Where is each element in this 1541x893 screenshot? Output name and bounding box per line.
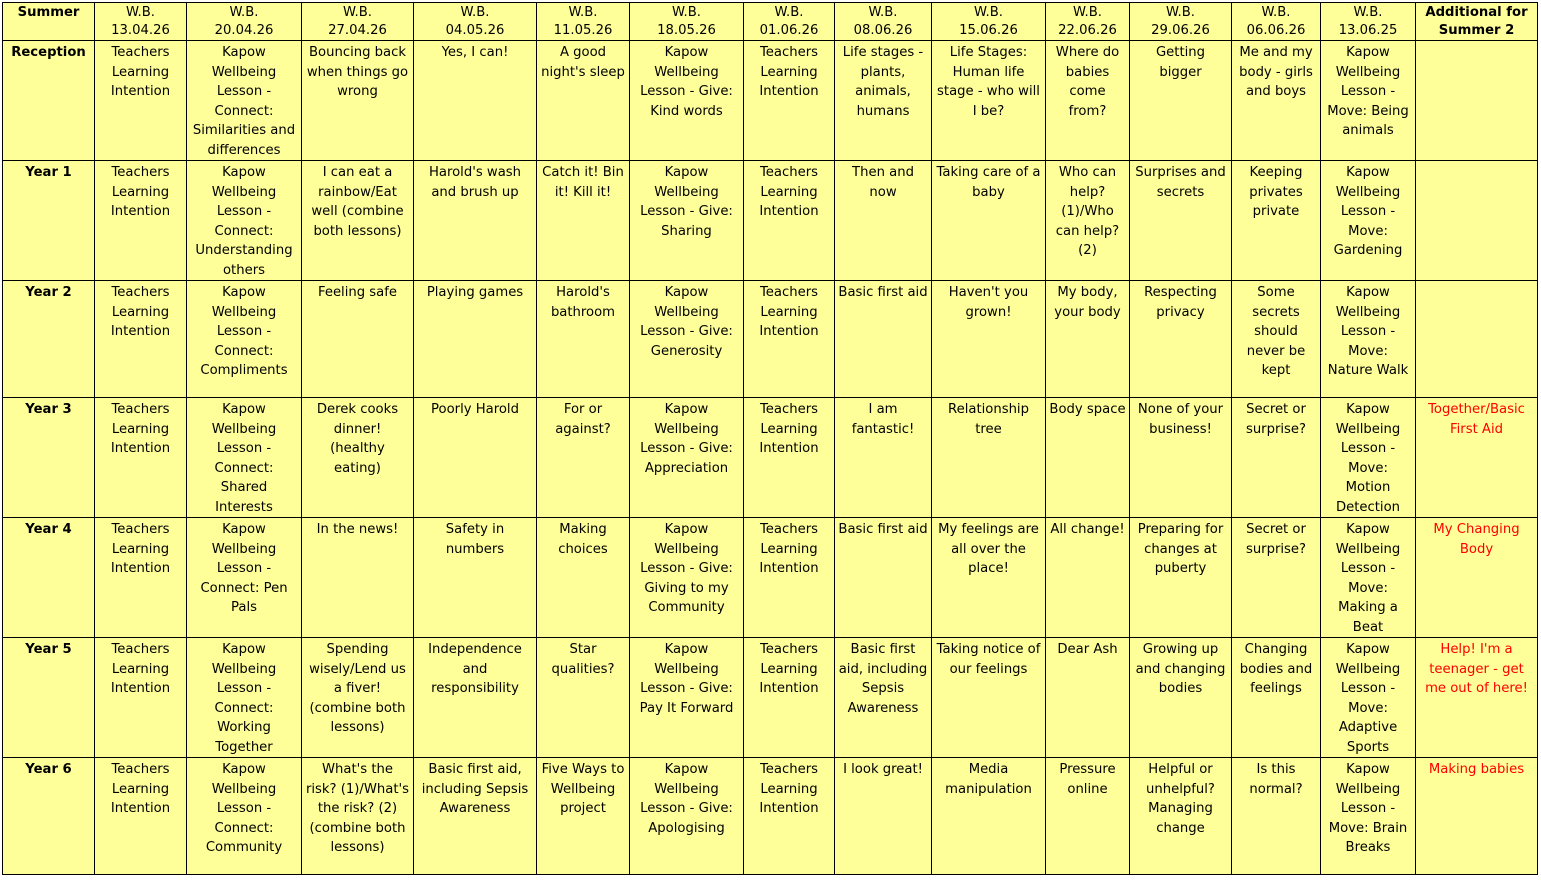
additional-cell	[1416, 281, 1538, 398]
lesson-cell: Secret or surprise?	[1232, 518, 1321, 638]
week-date: 08.06.26	[853, 23, 913, 38]
week-date: 06.06.26	[1246, 23, 1306, 38]
lesson-cell: Kapow Wellbeing Lesson - Move: Being animals	[1321, 41, 1416, 161]
lesson-cell: Changing bodies and feelings	[1232, 638, 1321, 758]
week-header	[187, 3, 302, 41]
lesson-cell: Kapow Wellbeing Lesson - Connect: Compliments	[187, 281, 302, 398]
lesson-cell: Teachers Learning Intention	[744, 161, 835, 281]
week-header	[1232, 3, 1321, 41]
lesson-cell: Kapow Wellbeing Lesson - Give: Apologising	[630, 758, 744, 875]
week-date: 04.05.26	[445, 23, 505, 38]
lesson-cell: Yes, I can!	[414, 41, 537, 161]
week-date: 20.04.26	[214, 23, 274, 38]
additional-cell: Help! I'm a teenager - get me out of here!	[1416, 638, 1538, 758]
lesson-cell: Haven't you grown!	[932, 281, 1046, 398]
lesson-cell: Teachers Learning Intention	[95, 41, 187, 161]
week-date: 13.06.25	[1338, 23, 1398, 38]
lesson-cell: Kapow Wellbeing Lesson - Connect: Working Together	[187, 638, 302, 758]
week-header	[1321, 3, 1416, 41]
week-header	[95, 3, 187, 41]
additional-cell: Making babies	[1416, 758, 1538, 875]
lesson-cell: Kapow Wellbeing Lesson - Move: Making a Beat	[1321, 518, 1416, 638]
lesson-cell: Kapow Wellbeing Lesson - Give: Pay It Forward	[630, 638, 744, 758]
lesson-cell: Teachers Learning Intention	[744, 638, 835, 758]
lesson-cell: I look great!	[835, 758, 932, 875]
week-prefix: W.B.	[1353, 5, 1383, 20]
lesson-cell: Kapow Wellbeing Lesson - Give: Appreciation	[630, 398, 744, 518]
week-prefix: W.B.	[568, 5, 598, 20]
lesson-cell: Kapow Wellbeing Lesson - Move: Adaptive Sports	[1321, 638, 1416, 758]
lesson-cell: Keeping privates private	[1232, 161, 1321, 281]
week-date: 22.06.26	[1058, 23, 1117, 38]
lesson-cell: Star qualities?	[537, 638, 630, 758]
week-prefix: W.B.	[974, 5, 1003, 20]
lesson-cell: Teachers Learning Intention	[744, 398, 835, 518]
schedule-body	[3, 3, 1538, 875]
lesson-cell: Safety in numbers	[414, 518, 537, 638]
lesson-cell: Bouncing back when things go wrong	[302, 41, 414, 161]
lesson-cell: Preparing for changes at puberty	[1130, 518, 1232, 638]
lesson-cell: Dear Ash	[1046, 638, 1130, 758]
lesson-cell: Feeling safe	[302, 281, 414, 398]
lesson-cell: In the news!	[302, 518, 414, 638]
lesson-cell: Teachers Learning Intention	[95, 161, 187, 281]
lesson-cell: Life Stages: Human life stage - who will I be?	[932, 41, 1046, 161]
lesson-cell: Kapow Wellbeing Lesson - Move: Gardening	[1321, 161, 1416, 281]
year-row	[3, 518, 1538, 638]
lesson-cell: Harold's bathroom	[537, 281, 630, 398]
lesson-cell: Life stages - plants, animals, humans	[835, 41, 932, 161]
lesson-cell: My feelings are all over the place!	[932, 518, 1046, 638]
lesson-cell: Media manipulation	[932, 758, 1046, 875]
year-label: Reception	[3, 41, 95, 161]
week-date: 15.06.26	[959, 23, 1018, 38]
lesson-cell: Relationship tree	[932, 398, 1046, 518]
week-header	[537, 3, 630, 41]
lesson-cell: Derek cooks dinner! (healthy eating)	[302, 398, 414, 518]
lesson-cell: Where do babies come from?	[1046, 41, 1130, 161]
lesson-cell: Surprises and secrets	[1130, 161, 1232, 281]
lesson-cell: Kapow Wellbeing Lesson - Give: Sharing	[630, 161, 744, 281]
year-row	[3, 398, 1538, 518]
year-label: Year 2	[3, 281, 95, 398]
year-label: Year 3	[3, 398, 95, 518]
lesson-cell: Kapow Wellbeing Lesson - Move: Brain Breaks	[1321, 758, 1416, 875]
lesson-cell: Independence and responsibility	[414, 638, 537, 758]
lesson-cell: Kapow Wellbeing Lesson - Connect: Shared Interests	[187, 398, 302, 518]
week-header	[932, 3, 1046, 41]
lesson-cell: Growing up and changing bodies	[1130, 638, 1232, 758]
week-prefix: W.B.	[1073, 5, 1102, 20]
lesson-cell: Catch it! Bin it! Kill it!	[537, 161, 630, 281]
lesson-cell: Respecting privacy	[1130, 281, 1232, 398]
week-header	[302, 3, 414, 41]
lesson-cell: A good night's sleep	[537, 41, 630, 161]
lesson-cell: Five Ways to Wellbeing project	[537, 758, 630, 875]
year-label: Year 4	[3, 518, 95, 638]
lesson-cell: Kapow Wellbeing Lesson - Connect: Understanding others	[187, 161, 302, 281]
week-date: 13.04.26	[111, 23, 170, 38]
lesson-cell: None of your business!	[1130, 398, 1232, 518]
week-date: 29.06.26	[1151, 23, 1210, 38]
lesson-cell: Teachers Learning Intention	[95, 281, 187, 398]
week-prefix: W.B.	[774, 5, 804, 20]
lesson-cell: Me and my body - girls and boys	[1232, 41, 1321, 161]
header-row	[3, 3, 1538, 41]
lesson-cell: Playing games	[414, 281, 537, 398]
lesson-cell: Kapow Wellbeing Lesson - Give: Generosity	[630, 281, 744, 398]
lesson-cell: Teachers Learning Intention	[95, 638, 187, 758]
year-row	[3, 281, 1538, 398]
lesson-cell: Taking care of a baby	[932, 161, 1046, 281]
lesson-cell: Kapow Wellbeing Lesson - Move: Motion Detection	[1321, 398, 1416, 518]
lesson-cell: Who can help? (1)/Who can help? (2)	[1046, 161, 1130, 281]
schedule-wrapper	[2, 2, 1538, 875]
week-header	[1046, 3, 1130, 41]
lesson-cell: Secret or surprise?	[1232, 398, 1321, 518]
week-header	[1130, 3, 1232, 41]
lesson-cell: Kapow Wellbeing Lesson - Give: Kind words	[630, 41, 744, 161]
lesson-cell: Teachers Learning Intention	[95, 398, 187, 518]
week-prefix: W.B.	[672, 5, 701, 20]
lesson-cell: Kapow Wellbeing Lesson - Connect: Pen Pals	[187, 518, 302, 638]
additional-cell: Together/Basic First Aid	[1416, 398, 1538, 518]
lesson-cell: I can eat a rainbow/Eat well (combine both lessons)	[302, 161, 414, 281]
lesson-cell: Kapow Wellbeing Lesson - Connect: Community	[187, 758, 302, 875]
lesson-cell: Teachers Learning Intention	[744, 518, 835, 638]
lesson-cell: Poorly Harold	[414, 398, 537, 518]
year-label: Year 5	[3, 638, 95, 758]
lesson-cell: Teachers Learning Intention	[744, 758, 835, 875]
lesson-cell: Getting bigger	[1130, 41, 1232, 161]
lesson-cell: Basic first aid, including Sepsis Awareness	[414, 758, 537, 875]
lesson-cell: Teachers Learning Intention	[744, 41, 835, 161]
week-prefix: W.B.	[126, 5, 155, 20]
lesson-cell: Is this normal?	[1232, 758, 1321, 875]
lesson-cell: Spending wisely/Lend us a fiver! (combine both lessons)	[302, 638, 414, 758]
lesson-cell: Some secrets should never be kept	[1232, 281, 1321, 398]
week-date: 27.04.26	[328, 23, 387, 38]
lesson-cell: Teachers Learning Intention	[95, 518, 187, 638]
lesson-cell: Basic first aid	[835, 518, 932, 638]
lesson-cell: Body space	[1046, 398, 1130, 518]
lesson-cell: My body, your body	[1046, 281, 1130, 398]
week-header	[630, 3, 744, 41]
corner-label: Summer	[3, 3, 95, 41]
lesson-cell: Making choices	[537, 518, 630, 638]
lesson-cell: I am fantastic!	[835, 398, 932, 518]
week-prefix: W.B.	[460, 5, 490, 20]
lesson-cell: For or against?	[537, 398, 630, 518]
lesson-cell: Teachers Learning Intention	[95, 758, 187, 875]
week-header	[744, 3, 835, 41]
week-prefix: W.B.	[868, 5, 898, 20]
lesson-cell: Harold's wash and brush up	[414, 161, 537, 281]
week-date: 11.05.26	[553, 23, 613, 38]
lesson-cell: Teachers Learning Intention	[744, 281, 835, 398]
lesson-cell: Helpful or unhelpful? Managing change	[1130, 758, 1232, 875]
lesson-cell: Taking notice of our feelings	[932, 638, 1046, 758]
week-prefix: W.B.	[229, 5, 259, 20]
summer-pshe-schedule-table	[2, 2, 1538, 875]
week-prefix: W.B.	[1261, 5, 1291, 20]
year-row	[3, 41, 1538, 161]
year-row	[3, 758, 1538, 875]
lesson-cell: Kapow Wellbeing Lesson - Give: Giving to my Community	[630, 518, 744, 638]
lesson-cell: All change!	[1046, 518, 1130, 638]
lesson-cell: Basic first aid, including Sepsis Awareness	[835, 638, 932, 758]
lesson-cell: Pressure online	[1046, 758, 1130, 875]
lesson-cell: Basic first aid	[835, 281, 932, 398]
additional-header: Additional for Summer 2	[1416, 3, 1538, 41]
week-date: 01.06.26	[759, 23, 819, 38]
year-label: Year 1	[3, 161, 95, 281]
year-row	[3, 161, 1538, 281]
week-prefix: W.B.	[343, 5, 372, 20]
week-date: 18.05.26	[657, 23, 716, 38]
lesson-cell: Kapow Wellbeing Lesson - Connect: Similarities and differences	[187, 41, 302, 161]
week-header	[414, 3, 537, 41]
additional-cell: My Changing Body	[1416, 518, 1538, 638]
week-header	[835, 3, 932, 41]
additional-cell	[1416, 161, 1538, 281]
lesson-cell: Kapow Wellbeing Lesson - Move: Nature Walk	[1321, 281, 1416, 398]
year-row	[3, 638, 1538, 758]
additional-cell	[1416, 41, 1538, 161]
lesson-cell: Then and now	[835, 161, 932, 281]
year-label: Year 6	[3, 758, 95, 875]
week-prefix: W.B.	[1166, 5, 1195, 20]
lesson-cell: What's the risk? (1)/What's the risk? (2) (combine both lessons)	[302, 758, 414, 875]
